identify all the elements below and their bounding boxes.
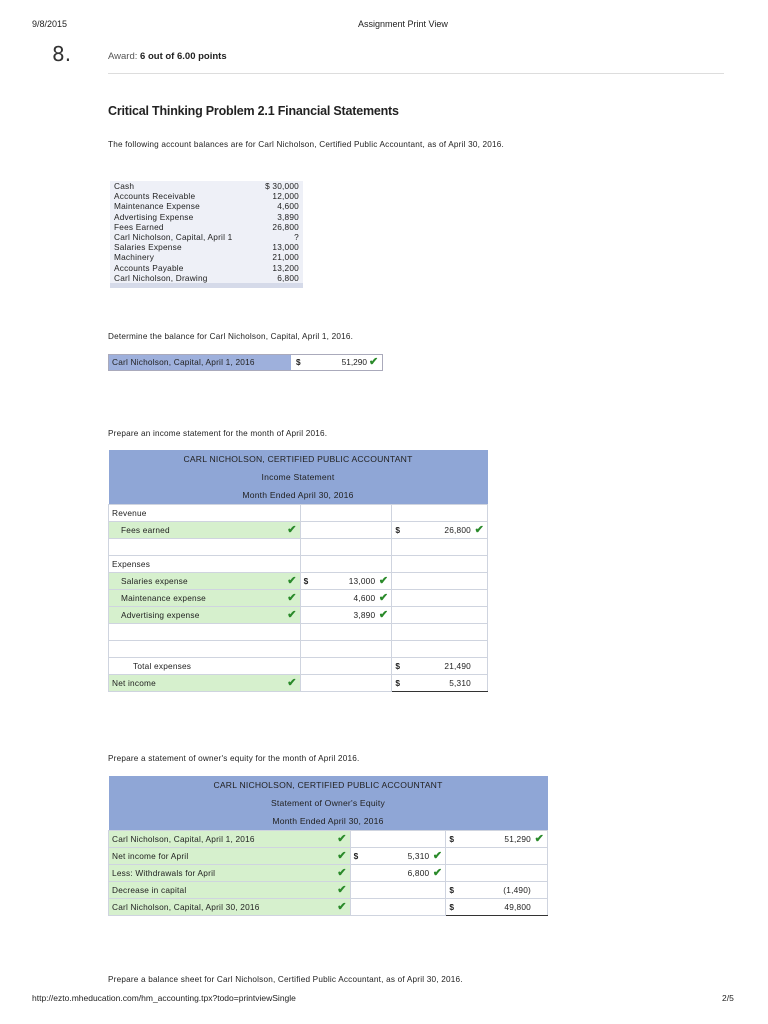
- check-icon: ✔: [337, 901, 347, 913]
- problem-title: Critical Thinking Problem 2.1 Financial Statements: [108, 104, 399, 118]
- divider: [108, 73, 724, 74]
- balance-row: [110, 232, 303, 242]
- balance-row: [110, 201, 303, 211]
- oe-dec-label[interactable]: Decrease in capital ✔: [109, 882, 351, 899]
- balance-account: Maintenance Expense: [114, 201, 200, 212]
- check-icon: ✔: [337, 884, 347, 896]
- balance-amount: 6,800: [277, 272, 299, 283]
- is-expenses-label: Expenses: [109, 556, 301, 573]
- balance-row: [110, 242, 303, 252]
- oe-company: CARL NICHOLSON, CERTIFIED PUBLIC ACCOUNTANT: [109, 776, 548, 794]
- is-maintenance-amount[interactable]: 4,600 ✔: [300, 590, 392, 607]
- oe-draw-amount[interactable]: 6,800 ✔: [350, 865, 446, 882]
- award-label: Award:: [108, 51, 138, 62]
- balances-table: [110, 181, 303, 288]
- balance-account: Accounts Payable: [114, 262, 184, 273]
- check-icon: ✔: [287, 524, 297, 536]
- balance-account: Carl Nicholson, Capital, April 1: [114, 232, 233, 243]
- intro-text: The following account balances are for Carl Nicholson, Certified Public Accountant, as of April 30, 2016.: [108, 140, 505, 149]
- is-advertising-amount[interactable]: 3,890 ✔: [300, 607, 392, 624]
- oe-draw-label[interactable]: Less: Withdrawals for April ✔: [109, 865, 351, 882]
- oe-dec-amount[interactable]: $ (1,490): [446, 882, 548, 899]
- balance-row: [110, 252, 303, 262]
- is-net-amount[interactable]: $ 5,310: [392, 675, 488, 692]
- capital-question: Determine the balance for Carl Nicholson, Capital, April 1, 2016.: [108, 332, 354, 341]
- balance-account: Advertising Expense: [114, 211, 194, 222]
- balance-amount: ?: [294, 232, 299, 243]
- is-salaries-label[interactable]: Salaries expense ✔: [109, 573, 301, 590]
- is-maintenance-label[interactable]: Maintenance expense ✔: [109, 590, 301, 607]
- balance-row: [110, 273, 303, 286]
- check-icon: ✔: [337, 867, 347, 879]
- check-icon: ✔: [474, 524, 484, 536]
- check-icon: ✔: [337, 833, 347, 845]
- is-total-label: Total expenses: [109, 658, 301, 675]
- is-fees-amount[interactable]: $ 26,800 ✔: [392, 522, 488, 539]
- balance-account: Accounts Receivable: [114, 191, 196, 202]
- check-icon: ✔: [287, 677, 297, 689]
- check-icon: ✔: [534, 833, 544, 845]
- check-icon: ✔: [287, 592, 297, 604]
- oe-begin-label[interactable]: Carl Nicholson, Capital, April 1, 2016 ✔: [109, 831, 351, 848]
- balance-account: Machinery: [114, 252, 155, 263]
- capital-answer-input[interactable]: 51,290: [341, 357, 367, 367]
- balance-amount: 4,600: [277, 201, 299, 212]
- balance-row: [110, 212, 303, 222]
- check-icon: ✔: [287, 609, 297, 621]
- balance-amount: 21,000: [272, 252, 299, 263]
- balance-row: [110, 222, 303, 232]
- balance-account: Salaries Expense: [114, 242, 182, 253]
- balance-amount: 13,200: [272, 262, 299, 273]
- award-value: 6 out of 6.00 points: [140, 51, 227, 62]
- oe-end-amount[interactable]: $ 49,800: [446, 899, 548, 916]
- check-icon: ✔: [378, 592, 389, 604]
- balance-row: [110, 191, 303, 201]
- check-icon: ✔: [378, 575, 389, 587]
- balance-row: [110, 263, 303, 273]
- capital-answer-row: [108, 354, 383, 371]
- footer-page: 2/5: [722, 993, 734, 1003]
- oe-ni-label[interactable]: Net income for April ✔: [109, 848, 351, 865]
- balance-amount: 26,800: [272, 221, 299, 232]
- is-fees-label[interactable]: Fees earned ✔: [109, 522, 301, 539]
- is-company: CARL NICHOLSON, CERTIFIED PUBLIC ACCOUNTANT: [109, 450, 488, 468]
- award: [108, 51, 227, 62]
- print-date: 9/8/2015: [32, 19, 68, 29]
- balance-sheet-question: Prepare a balance sheet for Carl Nicholson, Certified Public Accountant, as of April 30, 2016.: [108, 975, 463, 984]
- balance-account: Cash: [114, 181, 135, 191]
- oe-period: Month Ended April 30, 2016: [109, 812, 548, 831]
- is-total-amount[interactable]: $ 21,490: [392, 658, 488, 675]
- is-advertising-label[interactable]: Advertising expense ✔: [109, 607, 301, 624]
- check-icon: ✔: [378, 609, 389, 621]
- balance-amount: 3,890: [277, 211, 299, 222]
- equity-question: Prepare a statement of owner's equity for the month of April 2016.: [108, 754, 360, 763]
- balance-amount: 13,000: [272, 242, 299, 253]
- print-title: Assignment Print View: [358, 19, 448, 29]
- balance-amount: $ 30,000: [265, 181, 299, 191]
- is-period: Month Ended April 30, 2016: [109, 486, 488, 505]
- oe-end-label[interactable]: Carl Nicholson, Capital, April 30, 2016 ✔: [109, 899, 351, 916]
- check-icon: ✔: [432, 850, 443, 862]
- question-number: 8.: [52, 42, 72, 66]
- is-revenue-label: Revenue: [109, 505, 301, 522]
- is-salaries-amount[interactable]: $ 13,000 ✔: [300, 573, 392, 590]
- oe-ni-amount[interactable]: $ 5,310 ✔: [350, 848, 446, 865]
- oe-begin-amount[interactable]: $ 51,290 ✔: [446, 831, 548, 848]
- check-icon: ✔: [432, 867, 443, 879]
- oe-name: Statement of Owner's Equity: [109, 794, 548, 812]
- check-icon: ✔: [287, 575, 297, 587]
- is-name: Income Statement: [109, 468, 488, 486]
- equity-statement: [108, 776, 548, 916]
- balance-account: Fees Earned: [114, 221, 164, 232]
- income-statement: [108, 450, 488, 692]
- is-net-label[interactable]: Net income ✔: [109, 675, 301, 692]
- balance-account: Carl Nicholson, Drawing: [114, 272, 208, 283]
- check-icon: ✔: [369, 356, 379, 368]
- check-icon: ✔: [337, 850, 347, 862]
- income-question: Prepare an income statement for the month of April 2016.: [108, 429, 328, 438]
- capital-answer-label: Carl Nicholson, Capital, April 1, 2016: [109, 355, 291, 370]
- footer-url: http://ezto.mheducation.com/hm_accounting.tpx?todo=printviewSingle: [32, 993, 296, 1003]
- balance-amount: 12,000: [272, 191, 299, 202]
- balance-row: [110, 181, 303, 191]
- capital-answer-currency: $: [296, 357, 301, 367]
